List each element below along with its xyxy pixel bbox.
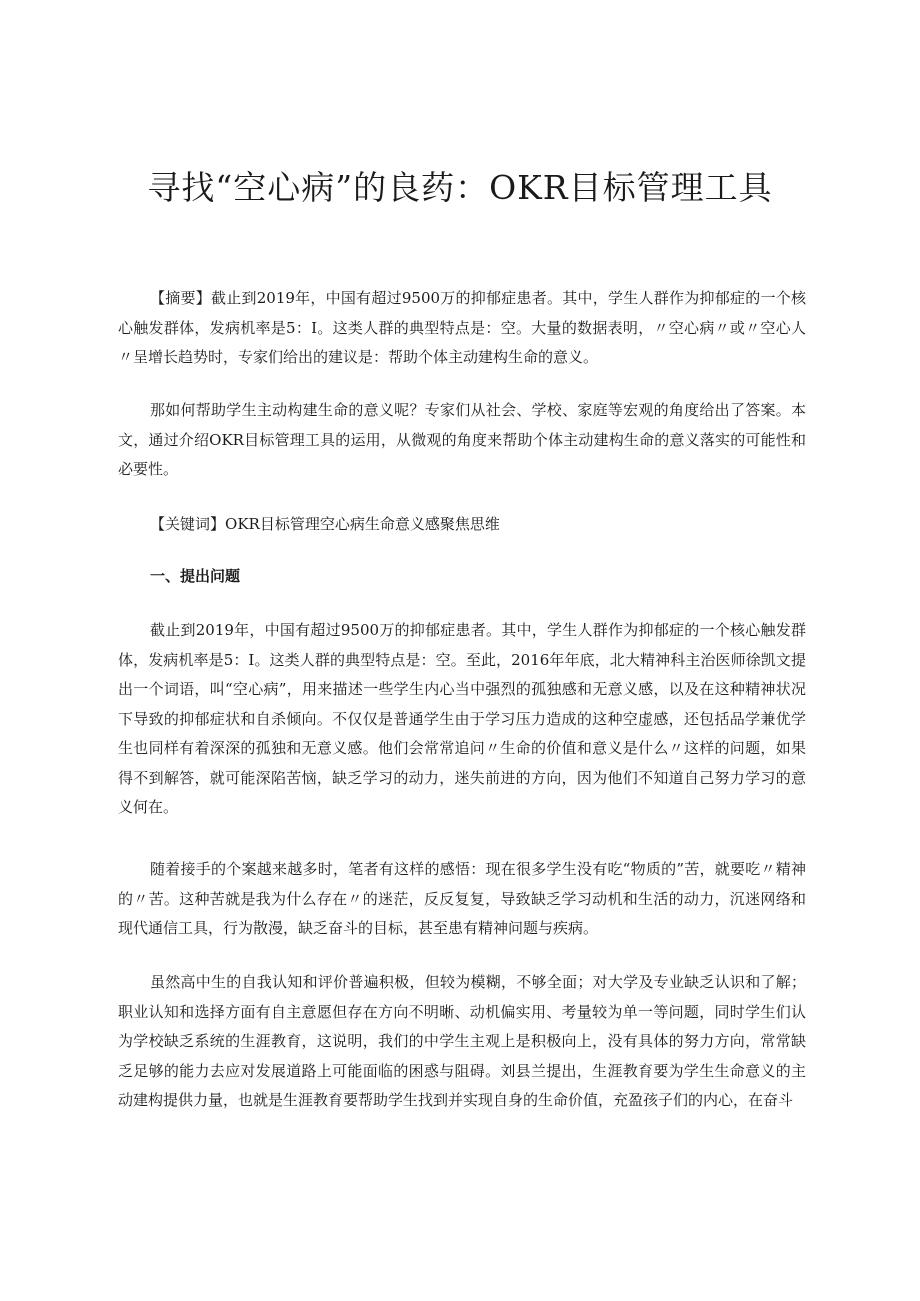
body-paragraph: 随着接手的个案越来越多时，笔者有这样的感悟：现在很多学生没有吃“物质的”苦，就要吃〃精神的〃苦。这种苦就是我为什么存在〃的迷茫，反反复复，导致缺乏学习动机和生活的动力，沉迷网络和现代通信工具，行为散漫，缺乏奋斗的目标，甚至患有精神问题与疾病。	[118, 860, 806, 937]
intro-paragraph: 那如何帮助学生主动构建生命的意义呢？专家们从社会、学校、家庭等宏观的角度给出了答案。本文，通过介绍OKR目标管理工具的运用，从微观的角度来帮助个体主动建构生命的意义落实的可能性和必要性。	[118, 401, 806, 478]
abstract-label: 【摘要】	[150, 289, 211, 307]
section-heading: 一、提出问题	[150, 567, 241, 585]
abstract-text: 截止到2019年，中国有超过9500万的抑郁症患者。其中，学生人群作为抑郁症的一个核心触发群体，发病机率是5：I。这类人群的典型特点是：空。大量的数据表明，〃空心病〃或〃空心人〃呈增长趋势时，专家们给出的建议是：帮助个体主动建构生命的意义。	[118, 289, 806, 366]
abstract-paragraph	[118, 284, 806, 373]
keywords-label: 【关键词】	[150, 515, 226, 533]
body-paragraph: 截止到2019年，中国有超过9500万的抑郁症患者。其中，学生人群作为抑郁症的一个核心触发群体，发病机率是5：I。这类人群的典型特点是：空。至此，2016年年底，北大精神科主治医师徐凯文提出一个词语，叫“空心病”，用来描述一些学生内心当中强烈的孤独感和无意义感，以及在这种精神状况下导致的抑郁症状和自杀倾向。不仅仅是普通学生由于学习压力造成的这种空虚感，还包括品学兼优学生也同样有着深深的孤独和无意义感。他们会常常追问〃生命的价值和意义是什么〃这样的问题，如果得不到解答，就可能深陷苦恼，缺乏学习的动力，迷失前进的方向，因为他们不知道自己努力学习的意义何在。	[118, 621, 806, 816]
document-title: 寻找“空心病”的良药：OKR目标管理工具	[147, 168, 773, 207]
body-paragraph: 虽然高中生的自我认知和评价普遍积极，但较为模糊，不够全面；对大学及专业缺乏认识和了解；职业认知和选择方面有自主意愿但存在方向不明晰、动机偏实用、考量较为单一等问题，同时学生们认为学校缺乏系统的生涯教育，这说明，我们的中学生主观上是积极向上，没有具体的努力方向，常常缺乏足够的能力去应对发展道路上可能面临的困惑与阻碍。刘县兰提出，生涯教育要为学生生命意义的主动建构提供力量，也就是生涯教育要帮助学生找到并实现自身的生命价值，充盈孩子们的内心，在奋斗	[118, 973, 806, 1109]
keywords-paragraph	[118, 510, 806, 540]
keywords-text: OKR目标管理空心病生命意义感聚焦思维	[225, 515, 500, 533]
